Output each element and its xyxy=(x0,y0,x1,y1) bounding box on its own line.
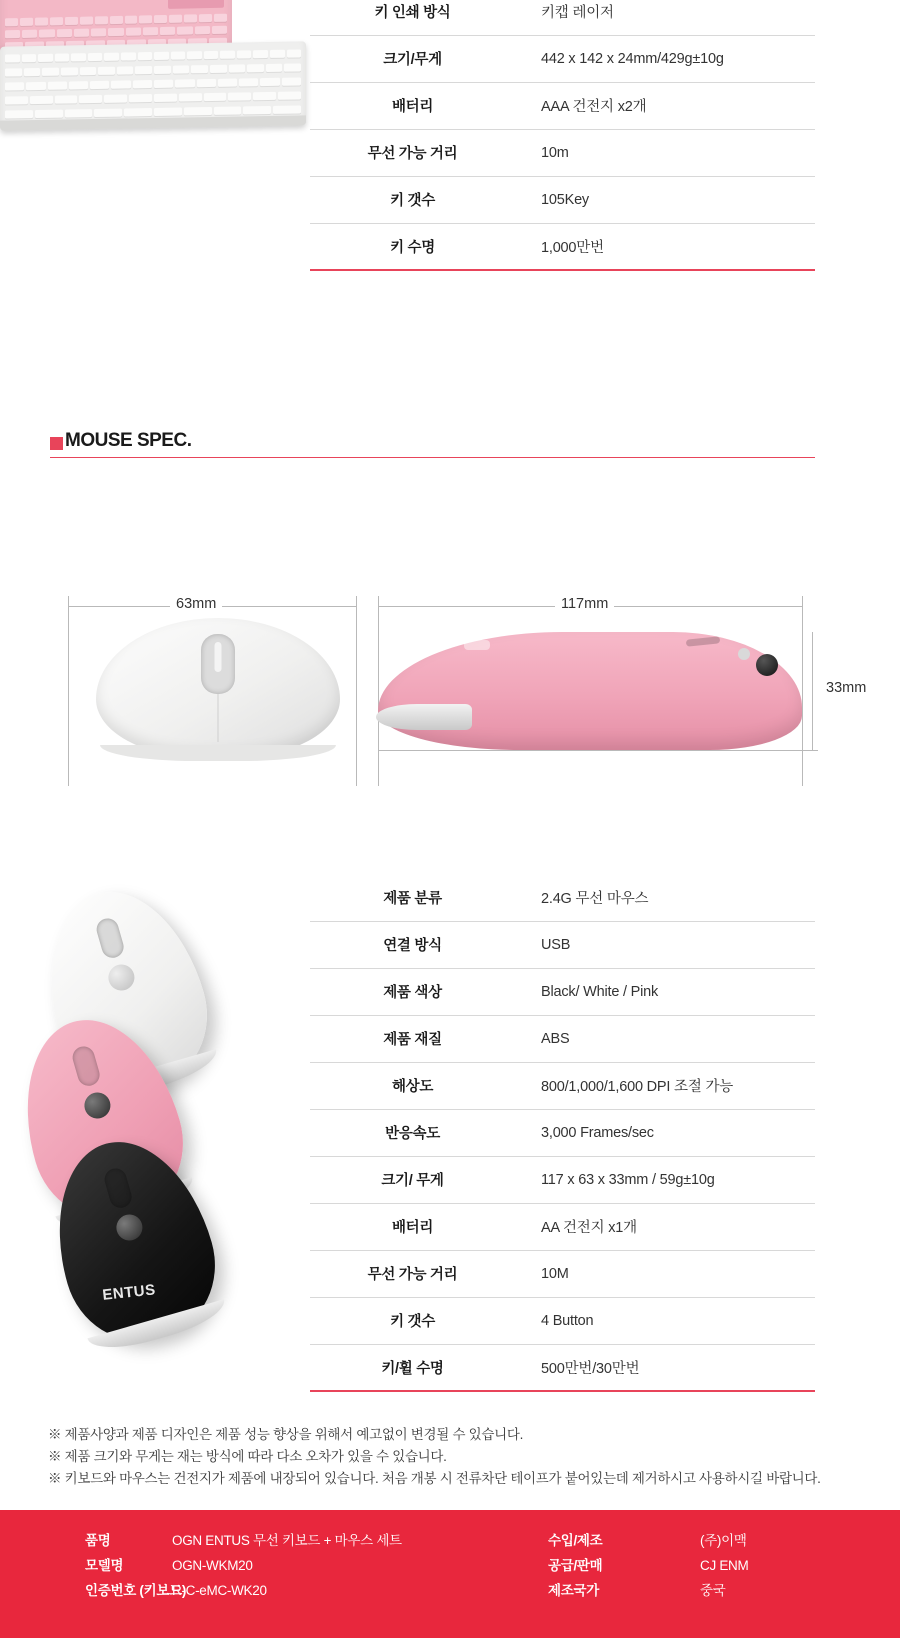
scroll-wheel-side xyxy=(756,654,778,676)
brand-label: ENTUS xyxy=(101,1281,157,1304)
section-title: MOUSE SPEC. xyxy=(65,430,192,451)
spec-value: 10m xyxy=(515,129,815,176)
footer-value: OGN ENTUS 무선 키보드 + 마우스 세트 xyxy=(172,1533,402,1548)
spec-value: 4 Button xyxy=(515,1297,815,1344)
spec-key: 연결 방식 xyxy=(310,921,515,968)
footer-left-labels xyxy=(85,1528,186,1603)
table-row xyxy=(310,1203,815,1250)
spec-value: AA 건전지 x1개 xyxy=(515,1203,815,1250)
spec-key: 무선 가능 거리 xyxy=(310,1250,515,1297)
spec-value: 442 x 142 x 24mm/429g±10g xyxy=(515,35,815,82)
side-button xyxy=(686,636,721,647)
footer-value: CJ ENM xyxy=(700,1558,749,1573)
mouse-color-variants-photo xyxy=(10,890,310,1360)
scroll-wheel xyxy=(70,1044,102,1089)
spec-value: 1,000만번 xyxy=(515,223,815,270)
spec-key: 크기/ 무게 xyxy=(310,1156,515,1203)
product-notes xyxy=(48,1424,848,1490)
table-row xyxy=(310,1156,815,1203)
spec-value: 키캡 레이저 xyxy=(515,0,815,35)
mouse-dimension-diagram xyxy=(60,580,867,810)
keyboard-spec-table xyxy=(310,0,815,271)
spec-key: 키 수명 xyxy=(310,223,515,270)
baseline xyxy=(378,750,818,751)
spec-key: 키 갯수 xyxy=(310,176,515,223)
table-row xyxy=(310,35,815,82)
height-dimension-line xyxy=(812,632,813,750)
section-divider xyxy=(50,457,815,458)
note-line: ※ 키보드와 마우스는 건전지가 제품에 내장되어 있습니다. 처음 개봉 시 전류차단 테이프가 붙어있는데 제거하시고 사용하시길 바랍니다. xyxy=(48,1471,821,1486)
table-row xyxy=(310,921,815,968)
spec-value: Black/ White / Pink xyxy=(515,968,815,1015)
footer-value: (주)이맥 xyxy=(700,1533,747,1548)
footer-left-values xyxy=(172,1528,402,1603)
note-line: ※ 제품사양과 제품 디자인은 제품 성능 향상을 위해서 예고없이 변경될 수 있습니다. xyxy=(48,1427,524,1442)
spec-key: 배터리 xyxy=(310,82,515,129)
scroll-wheel xyxy=(94,916,126,961)
footer-right-labels xyxy=(548,1528,602,1603)
height-label: 33mm xyxy=(820,680,872,696)
spec-value: USB xyxy=(515,921,815,968)
spec-key: 제품 분류 xyxy=(310,874,515,921)
mouse-logo-mark xyxy=(81,1089,113,1121)
white-keyboard-image xyxy=(0,41,306,130)
footer-label: 공급/판매 xyxy=(548,1558,603,1573)
keyboard-product-photo xyxy=(0,0,310,140)
width-label: 63mm xyxy=(170,596,222,612)
mouse-logo-mark xyxy=(113,1211,145,1243)
mouse-base xyxy=(87,1299,229,1357)
spec-key: 해상도 xyxy=(310,1062,515,1109)
footer-right-values xyxy=(700,1528,748,1603)
table-row xyxy=(310,874,815,921)
table-row xyxy=(310,0,815,35)
table-row xyxy=(310,82,815,129)
note-line: ※ 제품 크기와 무게는 재는 방식에 따라 다소 오차가 있을 수 있습니다. xyxy=(48,1449,447,1464)
guide-line xyxy=(378,596,379,786)
spec-value: 10M xyxy=(515,1250,815,1297)
keyboard-accent-strip xyxy=(168,0,224,9)
footer-value: 중국 xyxy=(700,1583,726,1598)
table-row xyxy=(310,1062,815,1109)
footer-value: OGN-WKM20 xyxy=(172,1558,253,1573)
table-row xyxy=(310,1109,815,1156)
mouse-spec-table xyxy=(310,874,815,1392)
mouse-logo-mark xyxy=(105,961,137,993)
spec-value: 500만번/30만번 xyxy=(515,1344,815,1391)
footer-label: 수입/제조 xyxy=(548,1533,603,1548)
mouse-top-view-image xyxy=(96,618,340,758)
guide-line xyxy=(356,596,357,786)
table-row xyxy=(310,1250,815,1297)
spec-value: 105Key xyxy=(515,176,815,223)
table-row xyxy=(310,223,815,270)
spec-value: AAA 건전지 x2개 xyxy=(515,82,815,129)
spec-key: 크기/무게 xyxy=(310,35,515,82)
spec-key: 키 인쇄 방식 xyxy=(310,0,515,35)
spec-value: 3,000 Frames/sec xyxy=(515,1109,815,1156)
spec-key: 무선 가능 거리 xyxy=(310,129,515,176)
spec-value: 800/1,000/1,600 DPI 조절 가능 xyxy=(515,1062,815,1109)
spec-key: 반응속도 xyxy=(310,1109,515,1156)
length-label: 117mm xyxy=(555,596,614,612)
spec-key: 키 갯수 xyxy=(310,1297,515,1344)
footer-label: 모델명 xyxy=(85,1558,124,1573)
footer-value: R-C-eMC-WK20 xyxy=(172,1583,267,1598)
scroll-wheel xyxy=(102,1166,134,1211)
footer-label: 인증번호 (키보드) xyxy=(85,1583,187,1598)
spec-value: 117 x 63 x 33mm / 59g±10g xyxy=(515,1156,815,1203)
table-row xyxy=(310,176,815,223)
scroll-wheel xyxy=(201,634,235,694)
spec-key: 제품 색상 xyxy=(310,968,515,1015)
product-info-footer xyxy=(0,1510,900,1638)
dpi-button xyxy=(738,648,750,660)
mouse-spec-section-heading xyxy=(50,432,815,458)
table-row xyxy=(310,1297,815,1344)
square-bullet-icon xyxy=(50,437,63,450)
spec-value: 2.4G 무선 마우스 xyxy=(515,874,815,921)
mouse-side-view-image xyxy=(378,632,802,750)
guide-line xyxy=(802,596,803,786)
footer-label: 제조국가 xyxy=(548,1583,599,1598)
spec-value: ABS xyxy=(515,1015,815,1062)
guide-line xyxy=(68,596,69,786)
table-row xyxy=(310,129,815,176)
button-split-line xyxy=(218,694,219,742)
spec-key: 제품 재질 xyxy=(310,1015,515,1062)
table-row xyxy=(310,1015,815,1062)
spec-key: 배터리 xyxy=(310,1203,515,1250)
mouse-base xyxy=(100,745,336,761)
table-row xyxy=(310,1344,815,1391)
mouse-logo-mark xyxy=(464,640,490,650)
footer-label: 품명 xyxy=(85,1533,111,1548)
mouse-front-trim xyxy=(376,704,472,730)
table-row xyxy=(310,968,815,1015)
spec-key: 키/휠 수명 xyxy=(310,1344,515,1391)
